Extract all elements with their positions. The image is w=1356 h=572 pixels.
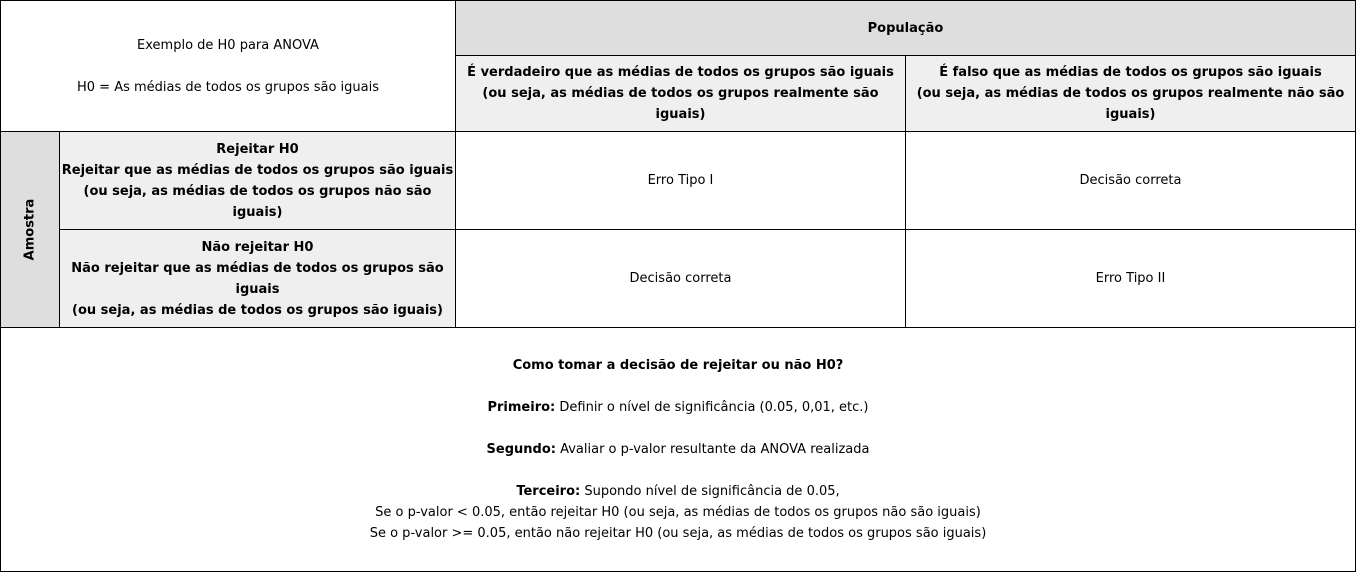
- step-second-label: Segundo:: [486, 442, 556, 457]
- column-header-true-line1: É verdadeiro que as médias de todos os grupos são iguais: [467, 65, 894, 80]
- row-header-not-reject: [60, 230, 455, 327]
- grid-line: [455, 0, 456, 328]
- example-h0: H0 = As médias de todos os grupos são iguais: [76, 80, 380, 95]
- step-first-text: Definir o nível de significância (0.05, 0,01, etc.): [555, 400, 869, 415]
- grid-line: [0, 131, 1356, 132]
- row-header-reject-line1: Rejeitar H0: [216, 141, 299, 157]
- row-header-not-reject-line3: (ou seja, as médias de todos os grupos são iguais): [72, 302, 443, 318]
- column-header-true-line2: (ou seja, as médias de todos os grupos realmente são iguais): [482, 86, 879, 122]
- step-third-text: Supondo nível de significância de 0.05,: [580, 484, 840, 499]
- row-header-reject-line3: (ou seja, as médias de todos os grupos não são iguais): [83, 183, 432, 220]
- cell-notreject-false: [906, 230, 1355, 327]
- cell-notreject-false-text: Erro Tipo II: [1095, 271, 1166, 286]
- grid-line: [905, 55, 906, 328]
- column-header-false-line1: É falso que as médias de todos os grupos são iguais: [939, 65, 1322, 80]
- step-third-line2: Se o p-valor < 0.05, então rejeitar H0 (ou seja, as médias de todos os grupos não são iguais): [375, 505, 981, 520]
- population-label: População: [867, 20, 944, 36]
- cell-reject-false: [906, 132, 1355, 229]
- cell-reject-true-text: Erro Tipo I: [647, 173, 714, 188]
- step-second: [1, 439, 1355, 460]
- row-header-not-reject-line1: Não rejeitar H0: [201, 239, 314, 255]
- step-first: [1, 397, 1355, 418]
- cell-notreject-true: [456, 230, 905, 327]
- row-header-not-reject-line2: Não rejeitar que as médias de todos os grupos são iguais: [71, 260, 444, 297]
- grid-line: [0, 327, 1356, 328]
- step-third-line3: Se o p-valor >= 0.05, então não rejeitar H0 (ou seja, as médias de todos os grupos são iguais): [369, 526, 987, 541]
- sample-label-cell: [1, 132, 59, 327]
- cell-reject-true: [456, 132, 905, 229]
- population-header: [456, 1, 1355, 55]
- cell-reject-false-text: Decisão correta: [1079, 173, 1182, 188]
- step-third: [1, 481, 1355, 544]
- column-header-false: [906, 56, 1355, 131]
- sample-label: Amostra: [22, 198, 38, 261]
- step-second-text: Avaliar o p-valor resultante da ANOVA realizada: [555, 442, 870, 457]
- row-header-reject: [60, 132, 455, 229]
- decision-question: Como tomar a decisão de rejeitar ou não H0?: [512, 358, 844, 373]
- row-header-reject-line2: Rejeitar que as médias de todos os grupos são iguais: [61, 162, 454, 178]
- step-third-label: Terceiro:: [516, 484, 581, 499]
- column-header-true: [456, 56, 905, 131]
- step-first-label: Primeiro:: [487, 400, 556, 415]
- cell-notreject-true-text: Decisão correta: [629, 271, 732, 286]
- example-cell: [1, 1, 455, 131]
- grid-line: [59, 131, 60, 328]
- column-header-false-line2: (ou seja, as médias de todos os grupos realmente não são iguais): [916, 86, 1345, 122]
- decision-instructions: [1, 328, 1355, 571]
- example-title: Exemplo de H0 para ANOVA: [137, 38, 319, 53]
- grid-line: [59, 229, 1356, 230]
